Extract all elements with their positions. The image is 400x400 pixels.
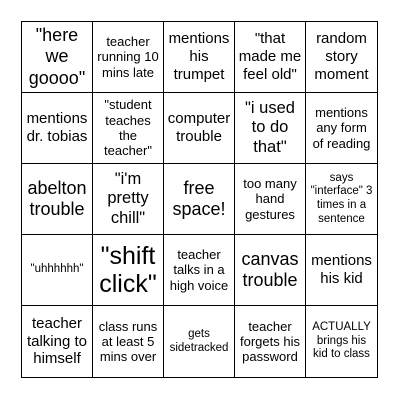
cell-text: random story moment xyxy=(314,30,369,83)
bingo-board xyxy=(21,21,378,378)
cell-text: "uhhhhhh" xyxy=(30,263,84,276)
cell-text: gets sidetracked xyxy=(169,327,229,354)
bingo-cell-r3-c1[interactable] xyxy=(22,164,93,235)
bingo-cell-r5-c1[interactable] xyxy=(22,306,93,377)
cell-text: canvas trouble xyxy=(241,248,299,290)
bingo-cell-r2-c3[interactable] xyxy=(164,93,235,164)
bingo-cell-r3-c2[interactable] xyxy=(93,164,164,235)
bingo-cell-r3-c4[interactable] xyxy=(235,164,306,235)
cell-text: "i used to do that" xyxy=(245,98,295,156)
cell-text: mentions any form of reading xyxy=(312,105,371,151)
bingo-cell-r5-c3[interactable] xyxy=(164,306,235,377)
bingo-cell-r4-c4[interactable] xyxy=(235,235,306,306)
cell-text: teacher talking to himself xyxy=(26,314,88,368)
bingo-cell-r5-c2[interactable] xyxy=(93,306,164,377)
bingo-cell-r2-c5[interactable] xyxy=(306,93,377,164)
cell-text: "shift click" xyxy=(99,242,157,298)
bingo-cell-r3-c5[interactable] xyxy=(306,164,377,235)
cell-text: says "interface" 3 times in a sentence xyxy=(310,171,373,225)
bingo-cell-r2-c1[interactable] xyxy=(22,93,93,164)
bingo-cell-r1-c3[interactable] xyxy=(164,22,235,93)
cell-text: "i'm pretty chill" xyxy=(107,169,149,227)
cell-text: computer trouble xyxy=(167,110,231,145)
bingo-cell-r3-c3-free-space[interactable] xyxy=(164,164,235,235)
cell-text: teacher talks in a high voice xyxy=(169,247,229,293)
bingo-cell-r5-c4[interactable] xyxy=(235,306,306,377)
cell-text: mentions his kid xyxy=(311,252,372,287)
cell-text: abelton trouble xyxy=(27,177,87,219)
bingo-cell-r4-c2[interactable] xyxy=(93,235,164,306)
cell-text: free space! xyxy=(172,177,226,219)
cell-text: mentions dr. tobias xyxy=(26,110,88,145)
cell-text: class runs at least 5 mins over xyxy=(98,318,158,365)
bingo-cell-r2-c2[interactable] xyxy=(93,93,164,164)
cell-text: "here we goooo" xyxy=(28,25,86,88)
bingo-cell-r4-c1[interactable] xyxy=(22,235,93,306)
cell-text: mentions his trumpet xyxy=(168,30,230,83)
bingo-cell-r4-c3[interactable] xyxy=(164,235,235,306)
bingo-cell-r2-c4[interactable] xyxy=(235,93,306,164)
bingo-cell-r1-c1[interactable] xyxy=(22,22,93,93)
bingo-cell-r4-c5[interactable] xyxy=(306,235,377,306)
cell-text: teacher forgets his password xyxy=(240,318,300,365)
bingo-cell-r1-c4[interactable] xyxy=(235,22,306,93)
cell-text: ACTUALLY brings his kid to class xyxy=(312,321,371,361)
cell-text: "that made me feel old" xyxy=(238,30,302,83)
cell-text: too many hand gestures xyxy=(243,176,297,222)
bingo-cell-r5-c5[interactable] xyxy=(306,306,377,377)
cell-text: teacher running 10 mins late xyxy=(97,34,159,80)
bingo-cell-r1-c5 c5[interactable] xyxy=(306,22,377,93)
bingo-cell-r1-c2[interactable] xyxy=(93,22,164,93)
cell-text: "student teaches the teacher" xyxy=(104,97,152,159)
